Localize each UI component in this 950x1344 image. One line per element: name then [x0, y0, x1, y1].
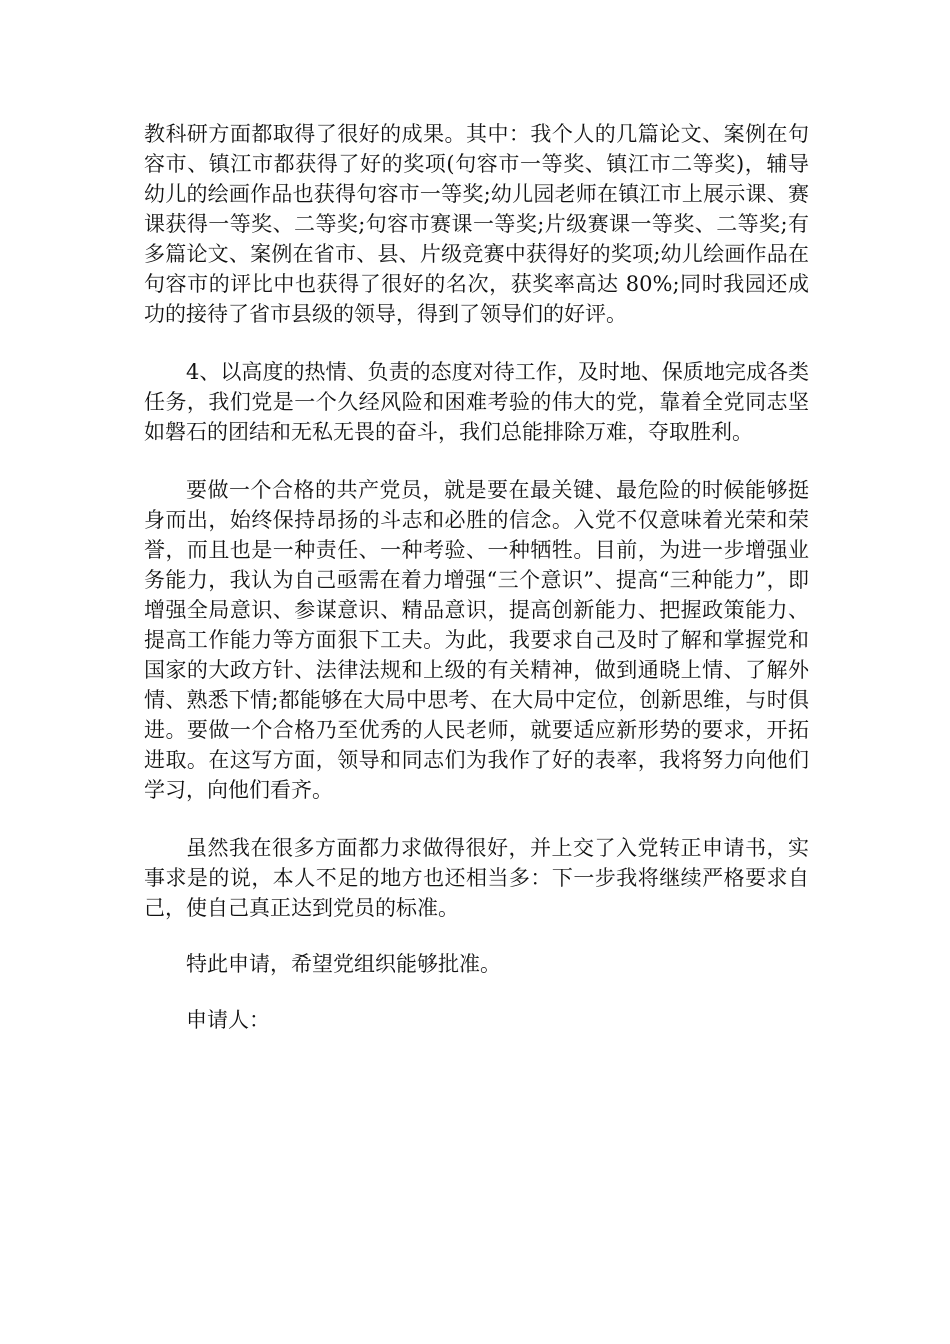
- paragraph-achievements: 教科研方面都取得了很好的成果。其中：我个人的几篇论文、案例在句容市、镇江市都获得了好的奖项(句容市一等奖、镇江市二等奖)，辅导幼儿的绘画作品也获得句容市一等奖;幼儿园老师在镇江市上展示课、赛课获得一等奖、二等奖;句容市赛课一等奖;片级赛课一等奖、二等奖;有多篇论文、案例在省市、县、片级竞赛中获得好的奖项;幼儿绘画作品在句容市的评比中也获得了很好的名次，获奖率高达 80%;同时我园还成功的接待了省市县级的领导，得到了领导们的好评。: [144, 122, 809, 326]
- applicant-signature-label: 申请人：: [186, 1008, 270, 1032]
- paragraph-shortcomings: 虽然我在很多方面都力求做得很好，并上交了入党转正申请书，实事求是的说，本人不足的地方也还相当多：下一步我将继续严格要求自己，使自己真正达到党员的标准。: [144, 836, 809, 920]
- paragraph-closing-request: 特此申请，希望党组织能够批准。: [186, 952, 501, 976]
- paragraph-qualified-member: 要做一个合格的共产党员，就是要在最关键、最危险的时候能够挺身而出，始终保持昂扬的斗志和必胜的信念。入党不仅意味着光荣和荣誉，而且也是一种责任、一种考验、一种牺牲。目前，为进一步增强业务能力，我认为自己亟需在着力增强“三个意识”、提高“三种能力”，即增强全局意识、参谋意识、精品意识，提高创新能力、把握政策能力、提高工作能力等方面狠下工夫。为此，我要求自己及时了解和掌握党和国家的大政方针、法律法规和上级的有关精神，做到通晓上情、了解外情、熟悉下情;都能够在大局中思考、在大局中定位，创新思维，与时俱进。要做一个合格乃至优秀的人民老师，就要适应新形势的要求，开拓进取。在这写方面，领导和同志们为我作了好的表率，我将努力向他们学习，向他们看齐。: [144, 478, 809, 802]
- paragraph-point-4: 4、以高度的热情、负责的态度对待工作，及时地、保质地完成各类任务，我们党是一个久经风险和困难考验的伟大的党，靠着全党同志坚如磐石的团结和无私无畏的奋斗，我们总能排除万难，夺取胜利。: [144, 360, 809, 444]
- document-body: [144, 119, 809, 1035]
